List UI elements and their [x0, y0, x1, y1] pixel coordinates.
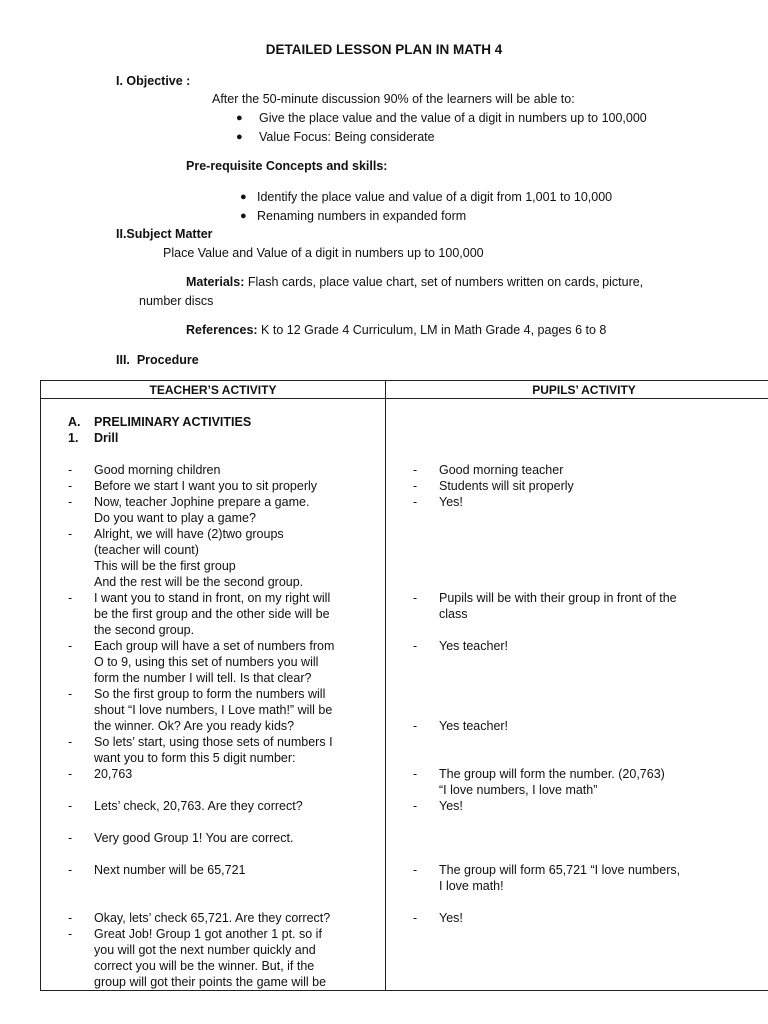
teacher-activity-text: This will be the first group [94, 559, 236, 573]
dash-bullet-icon: - [413, 463, 418, 477]
teacher-activity-text: the second group. [94, 623, 195, 637]
teacher-activity-text: Now, teacher Jophine prepare a game. [94, 495, 310, 509]
dash-bullet-icon: - [413, 767, 418, 781]
pupil-column-header: PUPILS’ ACTIVITY [532, 383, 636, 397]
dash-bullet-icon: - [68, 927, 73, 941]
subject-matter-heading: II.Subject Matter [116, 227, 213, 241]
teacher-activity-text: Next number will be 65,721 [94, 863, 246, 877]
pupil-activity-text: Yes teacher! [439, 639, 509, 653]
pupil-activity-text: “I love numbers, I love math” [439, 783, 598, 797]
teacher-activity-text: Each group will have a set of numbers from [94, 639, 335, 653]
dash-bullet-icon: - [68, 495, 73, 509]
dash-bullet-icon: - [68, 591, 73, 605]
dash-bullet-icon: - [68, 799, 73, 813]
teacher-activity-text: form the number I will tell. Is that clear? [94, 671, 312, 685]
references-line [186, 322, 606, 338]
teacher-activity-text: want you to form this 5 digit number: [94, 751, 296, 765]
pupil-activity-text: Yes! [439, 911, 463, 925]
dash-bullet-icon: - [413, 863, 418, 877]
subject-matter-topic: Place Value and Value of a digit in numbers up to 100,000 [163, 246, 484, 260]
teacher-activity-text: Lets’ check, 20,763. Are they correct? [94, 799, 303, 813]
pupil-activity-text: Good morning teacher [439, 463, 564, 477]
dash-bullet-icon: - [68, 687, 73, 701]
dash-bullet-icon: - [68, 479, 73, 493]
prerequisite-bullet: Identify the place value and value of a digit from 1,001 to 10,000 [257, 190, 613, 204]
bullet-icon: ● [240, 191, 247, 203]
teacher-activity-list [68, 381, 384, 990]
section-letter: A. [68, 415, 81, 429]
teacher-activity-text: I want you to stand in front, on my right will [94, 591, 331, 605]
bullet-icon: ● [240, 210, 247, 222]
teacher-activity-text: Before we start I want you to sit properly [94, 479, 318, 493]
pupil-activity-text: class [439, 607, 468, 621]
dash-bullet-icon: - [68, 831, 73, 845]
teacher-activity-text: Good morning children [94, 463, 221, 477]
pupil-activity-text: The group will form 65,721 “I love numbers, [439, 863, 681, 877]
teacher-column-header: TEACHER’S ACTIVITY [149, 383, 277, 397]
teacher-activity-text: Very good Group 1! You are correct. [94, 831, 294, 845]
section-title: PRELIMINARY ACTIVITIES [94, 415, 252, 429]
table-column-divider [385, 381, 386, 990]
bullet-icon: ● [236, 131, 243, 143]
pupil-activity-text: Yes! [439, 799, 463, 813]
dash-bullet-icon: - [413, 719, 418, 733]
teacher-activity-text: Okay, lets’ check 65,721. Are they correct? [94, 911, 331, 925]
teacher-activity-text: Do you want to play a game? [94, 511, 256, 525]
teacher-activity-text: O to 9, using this set of numbers you will [94, 655, 319, 669]
dash-bullet-icon: - [68, 639, 73, 653]
prerequisite-heading: Pre-requisite Concepts and skills: [186, 159, 388, 173]
dash-bullet-icon: - [68, 911, 73, 925]
objective-bullet: Value Focus: Being considerate [259, 130, 435, 144]
teacher-activity-text: the winner. Ok? Are you ready kids? [94, 719, 295, 733]
teacher-activity-text: correct you will be the winner. But, if the [94, 959, 315, 973]
teacher-activity-text: Alright, we will have (2)two groups [94, 527, 284, 541]
pupil-activity-text: Yes teacher! [439, 719, 509, 733]
materials-label: Materials: [186, 275, 245, 289]
dash-bullet-icon: - [68, 863, 73, 877]
teacher-activity-text: 20,763 [94, 767, 133, 781]
dash-bullet-icon: - [413, 911, 418, 925]
materials-text: Flash cards, place value chart, set of numbers written on cards, picture, [244, 275, 644, 289]
dash-bullet-icon: - [68, 463, 73, 477]
dash-bullet-icon: - [413, 495, 418, 509]
objective-bullet: Give the place value and the value of a digit in numbers up to 100,000 [259, 111, 647, 125]
dash-bullet-icon: - [413, 639, 418, 653]
teacher-activity-text: shout “I love numbers, I Love math!” will be [94, 703, 333, 717]
teacher-activity-text: (teacher will count) [94, 543, 199, 557]
teacher-activity-text: group will got their points the game will be [94, 975, 327, 989]
dash-bullet-icon: - [413, 591, 418, 605]
pupil-activity-text: Yes! [439, 495, 463, 509]
teacher-activity-text: be the first group and the other side will be [94, 607, 330, 621]
teacher-activity-text: you will got the next number quickly and [94, 943, 316, 957]
pupil-activity-list [413, 381, 768, 990]
sub-title: Drill [94, 431, 119, 445]
pupil-activity-text: Pupils will be with their group in front of the [439, 591, 677, 605]
dash-bullet-icon: - [68, 735, 73, 749]
bullet-icon: ● [236, 112, 243, 124]
teacher-activity-text: So lets’ start, using those sets of numbers I [94, 735, 333, 749]
dash-bullet-icon: - [68, 767, 73, 781]
objective-heading: I. Objective : [116, 74, 191, 88]
pupil-activity-text: The group will form the number. (20,763) [439, 767, 665, 781]
references-label: References: [186, 323, 258, 337]
activity-table [40, 380, 768, 991]
dash-bullet-icon: - [68, 527, 73, 541]
materials-line-2: number discs [139, 294, 214, 308]
references-text: K to 12 Grade 4 Curriculum, LM in Math Grade 4, pages 6 to 8 [257, 323, 607, 337]
page-title: DETAILED LESSON PLAN IN MATH 4 [265, 42, 503, 57]
dash-bullet-icon: - [413, 479, 418, 493]
teacher-activity-text: So the first group to form the numbers will [94, 687, 326, 701]
objective-intro: After the 50-minute discussion 90% of the learners will be able to: [212, 92, 575, 106]
prerequisite-bullet: Renaming numbers in expanded form [257, 209, 467, 223]
materials-line [186, 274, 643, 290]
dash-bullet-icon: - [413, 799, 418, 813]
pupil-activity-text: Students will sit properly [439, 479, 574, 493]
teacher-activity-text: And the rest will be the second group. [94, 575, 304, 589]
pupil-activity-text: I love math! [439, 879, 504, 893]
procedure-heading: III. Procedure [116, 353, 199, 367]
teacher-activity-text: Great Job! Group 1 got another 1 pt. so if [94, 927, 322, 941]
sub-number: 1. [68, 431, 79, 445]
